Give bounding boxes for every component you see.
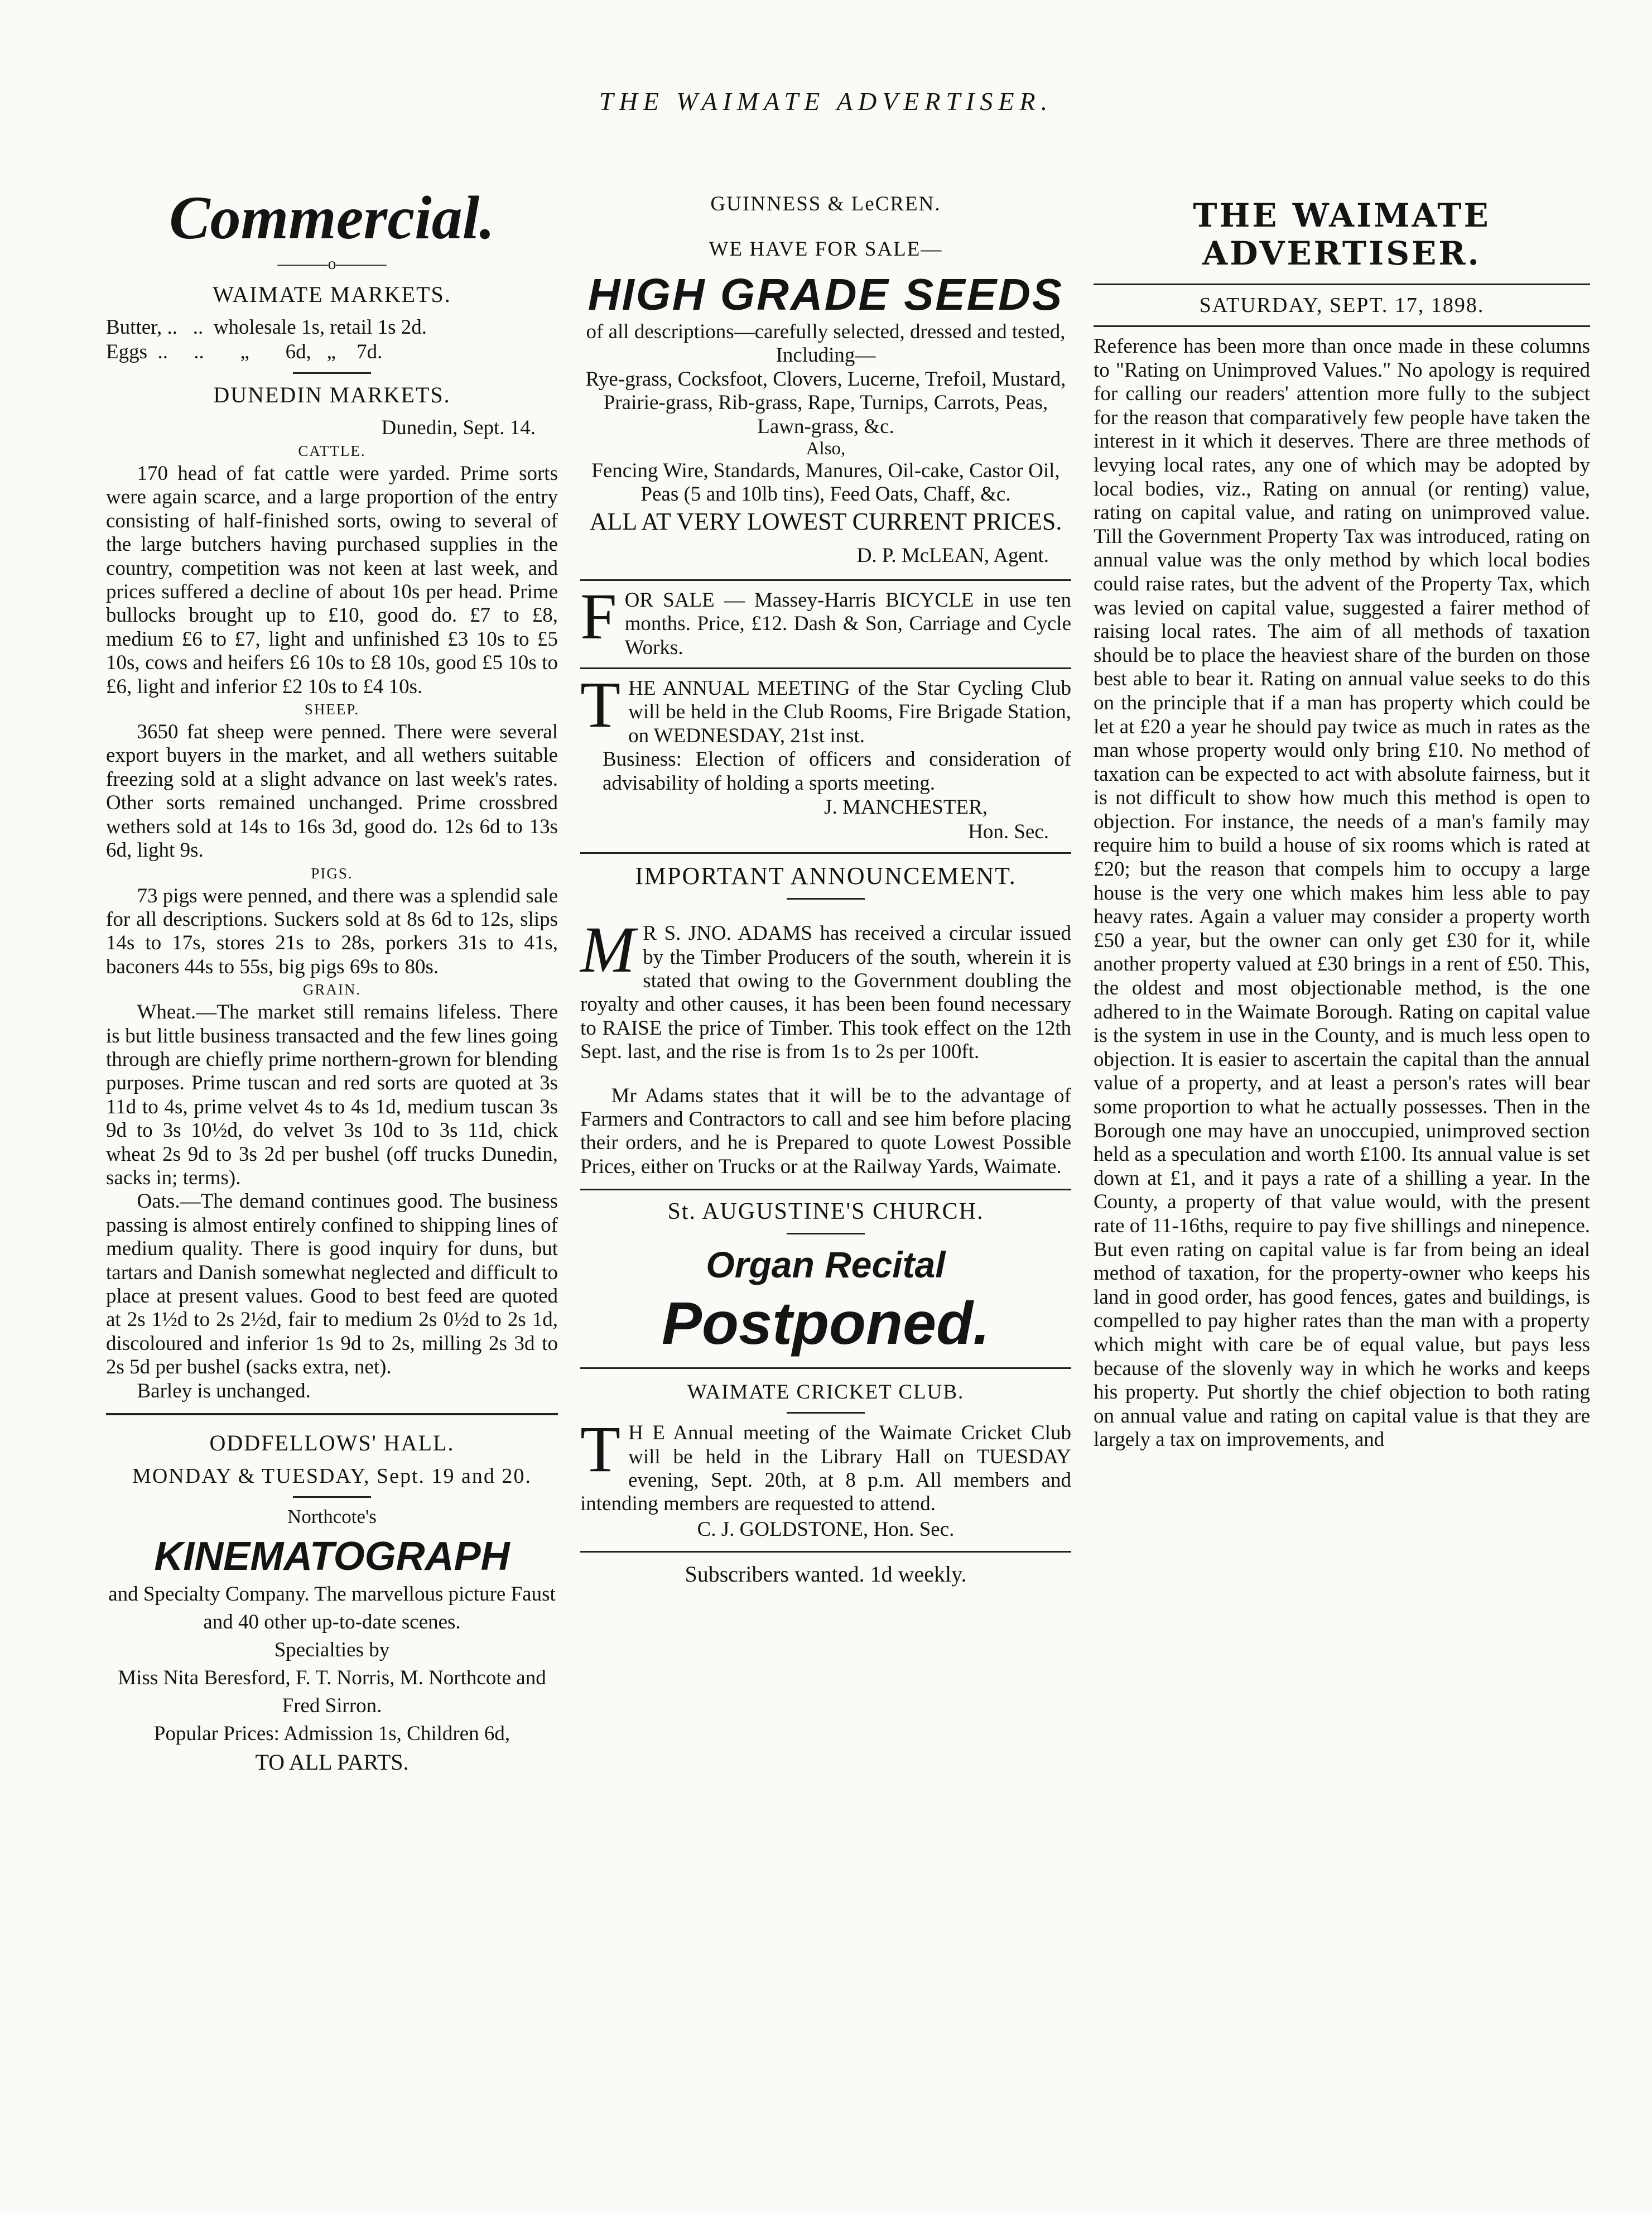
divider bbox=[1094, 325, 1590, 327]
running-head: THE WAIMATE ADVERTISER. bbox=[599, 87, 1053, 116]
show-dates: MONDAY & TUESDAY, Sept. 19 and 20. bbox=[132, 1464, 532, 1488]
dropcap-t: T bbox=[580, 668, 621, 742]
business-text: Business: Election of officers and consideration of advisability of holding a sports meeting. bbox=[603, 748, 1071, 795]
issue-date: SATURDAY, SEPT. 17, 1898. bbox=[1199, 294, 1485, 317]
dunedin-markets-heading: DUNEDIN MARKETS. bbox=[213, 382, 451, 407]
divider bbox=[580, 1189, 1071, 1190]
eggs-line bbox=[106, 340, 558, 364]
seeds-desc: of all descriptions—carefully selected, dressed and tested, Including— bbox=[586, 320, 1066, 367]
divider bbox=[787, 1412, 865, 1414]
for-sale-line: WE HAVE FOR SALE— bbox=[709, 238, 943, 261]
divider bbox=[580, 579, 1071, 581]
cattle-heading: CATTLE. bbox=[298, 443, 366, 459]
ornament-rule: ———o——— bbox=[277, 254, 387, 273]
church-heading: St. AUGUSTINE'S CHURCH. bbox=[667, 1199, 984, 1225]
editorial-text: Reference has been more than once made in these columns to "Rating on Unimproved Values." No apology is required for calling our readers' attention more fully to the subject for the reason that comparatively few people have taken the interest in it which it deserves. There are three methods of levying local rates, any one of which may be adopted by local bodies, viz., Rating on annual (or renting) value, rating on capital value, and rating on unimproved value. Till the Government Property Tax was introduced, rating on annual value was the only method by which local bodies could raise rates, but the advent of the Property Tax, which was levied on capital value, suggested a fairer method of raising local rates. The aim of all methods of taxation should be to place the heaviest share of the burden on those best able to bear it. Rating on annual value seeks to do this on the principle that if a man has property which could be let at £20 a year he should pay twice as much in rates as the man whose property would only bring £10. No method of taxation can be expected to act with absolute fairness, but it is not difficult to show how much this method is open to objection. For instance, the needs of a man's family may require him to build a house of six rooms which is rated at £20; but the reason that compels him to occupy a large house is the very one which makes him less able to pay heavy rates. Again a valuer may consider a property worth £50 a year, but the owner can only get £30 for it, while another property valued at £30 brings in a rent of £50. This, the oldest and most objectionable method, is the one adhered to in the Waimate Borough. Rating on capital value is the system in use in the County, and is much less open to objection. It is easier to ascertain the capital than the annual value of a property, and at least a person's rates will bear some proportion to what he actually possesses. Then in the Borough one may have an unoccupied, unimproved section held as a speculation and worth £100. Its annual value is set down at £1, and it pays a rate of a shilling a year. In the County, a property of that value would, with the present rate of 11-16ths, require to pay five shillings and ninepence. But even rating on capital value is far from being an ideal method of taxation, for the property-owner who keeps his land in good order, has good fences, gates and buildings, is compelled to pay higher rates than the man with a property which might with care be of equal value, but pays less because of the slovenly way in which he works and keeps his property. Put shortly the chief objection to both rating on annual value and rating on capital value is that they are largely a tax on improvements, and bbox=[1094, 335, 1590, 1452]
wheat-report: Wheat.—The market still remains lifeless. There is but little business transacted and the few lines going through are chiefly prime northern-grown for blending purposes. Prime tuscan and red sorts are quoted at 3s 11d to 4s, prime velvet 4s to 4s 1d, medium tuscan 3s 9d to 3s 10½d, do velvet 3s 10d to 3s 11d, chick wheat 2s 9d to 3s 2d per bushel (off trucks Dunedin, sacks in; terms). bbox=[106, 1001, 558, 1189]
sheep-heading: SHEEP. bbox=[304, 701, 360, 718]
grain-heading: GRAIN. bbox=[302, 981, 362, 998]
divider bbox=[580, 852, 1071, 854]
dropcap-t-2: T bbox=[580, 1412, 621, 1486]
divider bbox=[580, 1367, 1071, 1369]
also-label: Also, bbox=[806, 439, 846, 459]
butter-text: Butter, .. .. wholesale 1s, retail 1s 2d. bbox=[106, 316, 427, 339]
oats-report: Oats.—The demand continues good. The business passing is almost entirely confined to shipping lines of medium quality. There is good inquiry for duns, but tartars and Danish somewhat neglected and difficult to place at present values. Good to best feed are quoted at 2s 1½d to 2s 2½d, fair to medium 2s 0½d to 2s 1d, discoloured and inferior 1s 9d to 2s, milling 2s 3d to 2s 5d per bushel (sacks extra, net). bbox=[106, 1190, 558, 1379]
goldstone-sign: C. J. GOLDSTONE, Hon. Sec. bbox=[697, 1517, 955, 1541]
lowest-prices: ALL AT VERY LOWEST CURRENT PRICES. bbox=[589, 507, 1062, 535]
cricket-notice bbox=[580, 1412, 1071, 1516]
column-editorial bbox=[1094, 184, 1590, 1452]
important-heading: IMPORTANT ANNOUNCEMENT. bbox=[635, 862, 1017, 890]
bicycle-text: OR SALE — Massey-Harris BICYCLE in use ten months. Price, £12. Dash & Son, Carriage and Cycle Works. bbox=[624, 588, 1071, 659]
sheep-report: 3650 fat sheep were penned. There were several export buyers in the market, and all wethers suitable freezing sold at a slight advance on last week's rates. Other sorts remained unchanged. Prime crossbred wethers sold at 14s to 16s 3d, good do. 12s 6d to 13s 6d, light 9s. bbox=[106, 720, 558, 862]
divider bbox=[1094, 284, 1590, 285]
hon-sec: Hon. Sec. bbox=[968, 820, 1049, 844]
divider bbox=[787, 1233, 865, 1234]
divider bbox=[580, 1551, 1071, 1553]
butter-line bbox=[106, 315, 558, 340]
dateline: Dunedin, Sept. 14. bbox=[381, 416, 536, 439]
prices-text: Popular Prices: Admission 1s, Children 6d, bbox=[153, 1722, 510, 1746]
adams-notice bbox=[580, 913, 1071, 1064]
company-text: and Specialty Company. The marvellous picture Faust and 40 other up-to-date scenes. bbox=[108, 1583, 556, 1634]
divider bbox=[293, 372, 371, 374]
oddfellows-hall-heading: ODDFELLOWS' HALL. bbox=[209, 1430, 455, 1456]
waimate-markets-heading: WAIMATE MARKETS. bbox=[213, 282, 451, 307]
divider bbox=[293, 1496, 371, 1498]
dropcap-f: F bbox=[580, 579, 617, 653]
subscribers-wanted: Subscribers wanted. 1d weekly. bbox=[685, 1561, 967, 1587]
pigs-report: 73 pigs were penned, and there was a splendid sale for all descriptions. Suckers sold at 8s 6d to 12s, slips 14s to 17s, stores 21s to 28s, porkers 31s to 41s, baconers 44s to 55s, big pigs 69s to 80s. bbox=[106, 884, 558, 978]
divider bbox=[787, 898, 865, 900]
cricket-text: H E Annual meeting of the Waimate Cricket Club will be held in the Library Hall on TUESDAY evening, Sept. 20th, at 8 p.m. All members and intending members are requested to attend. bbox=[580, 1421, 1071, 1516]
bicycle-ad bbox=[580, 579, 1071, 660]
column-commercial bbox=[106, 184, 558, 1777]
seeds-list: Rye-grass, Cocksfoot, Clovers, Lucerne, Trefoil, Mustard, Prairie-grass, Rib-grass, Rape, Turnips, Carrots, Peas, Lawn-grass, &c. bbox=[585, 367, 1066, 438]
adams-text-2: Mr Adams states that it will be to the advantage of Farmers and Contractors to call and see him before placing their orders, and he is Prepared to quote Lowest Possible Prices, either on Trucks or at the Railway Yards, Waimate. bbox=[580, 1084, 1071, 1178]
postponed: Postponed. bbox=[662, 1289, 990, 1357]
column-advertisements bbox=[580, 184, 1071, 1588]
cattle-report: 170 head of fat cattle were yarded. Prime sorts were again scarce, and a large proportion of the entry consisting of half-finished sorts, owing to several of the large butchers having purchased supplies in the country, competition was not keen at last week, and prices suffered a decline of about 10s per head. Prime bullocks brought up to £10, good do. £7 to £8, medium £6 to £7, light and unfinished £3 10s to £5 10s, cows and heifers £6 10s to £8 10s, good £5 10s to £6, light and inferior £2 10s to £4 10s. bbox=[106, 462, 558, 698]
masthead: THE WAIMATE ADVERTISER. bbox=[1193, 196, 1491, 272]
specialties-label: Specialties by bbox=[274, 1639, 390, 1662]
divider bbox=[580, 667, 1071, 669]
performers-text: Miss Nita Beresford, F. T. Norris, M. Northcote and Fred Sirron. bbox=[118, 1666, 546, 1718]
commercial-title: Commercial. bbox=[169, 184, 495, 252]
eggs-text: Eggs .. .. „ 6d, „ 7d. bbox=[106, 340, 383, 363]
mclean-agent: D. P. McLEAN, Agent. bbox=[856, 544, 1049, 567]
organ-recital: Organ Recital bbox=[706, 1244, 946, 1286]
seeds-heading: HIGH GRADE SEEDS bbox=[587, 270, 1064, 319]
adams-text: R S. JNO. ADAMS has received a circular issued by the Timber Producers of the south, wherein it is stated that owing to the Government doubling the royalty and other causes, it has been been found necessary to RAISE the price of Timber. This took effect on the 12th Sept. last, and the rise is from 1s to 2s per 100ft. bbox=[580, 922, 1071, 1064]
pigs-heading: PIGS. bbox=[311, 864, 353, 882]
meeting-text: HE ANNUAL MEETING of the Star Cycling Club will be held in the Club Rooms, Fire Brigade Station, on WEDNESDAY, 21st inst. bbox=[628, 677, 1071, 747]
kinematograph-title: KINEMATOGRAPH bbox=[154, 1534, 510, 1579]
manchester-sign: J. MANCHESTER, bbox=[824, 796, 988, 819]
barley-report: Barley is unchanged. bbox=[137, 1379, 311, 1402]
cricket-heading: WAIMATE CRICKET CLUB. bbox=[687, 1381, 965, 1404]
double-rule bbox=[106, 1413, 558, 1415]
guinness-firm: GUINNESS & LeCREN. bbox=[710, 193, 941, 215]
dropcap-m: M bbox=[580, 913, 635, 987]
to-all-parts: TO ALL PARTS. bbox=[255, 1750, 409, 1775]
star-cycling-meeting bbox=[580, 668, 1071, 748]
fencing-list: Fencing Wire, Standards, Manures, Oil-cake, Castor Oil, Peas (5 and 10lb tins), Feed Oats, Chaff, &c. bbox=[591, 459, 1060, 506]
northcotes: Northcote's bbox=[287, 1506, 377, 1528]
